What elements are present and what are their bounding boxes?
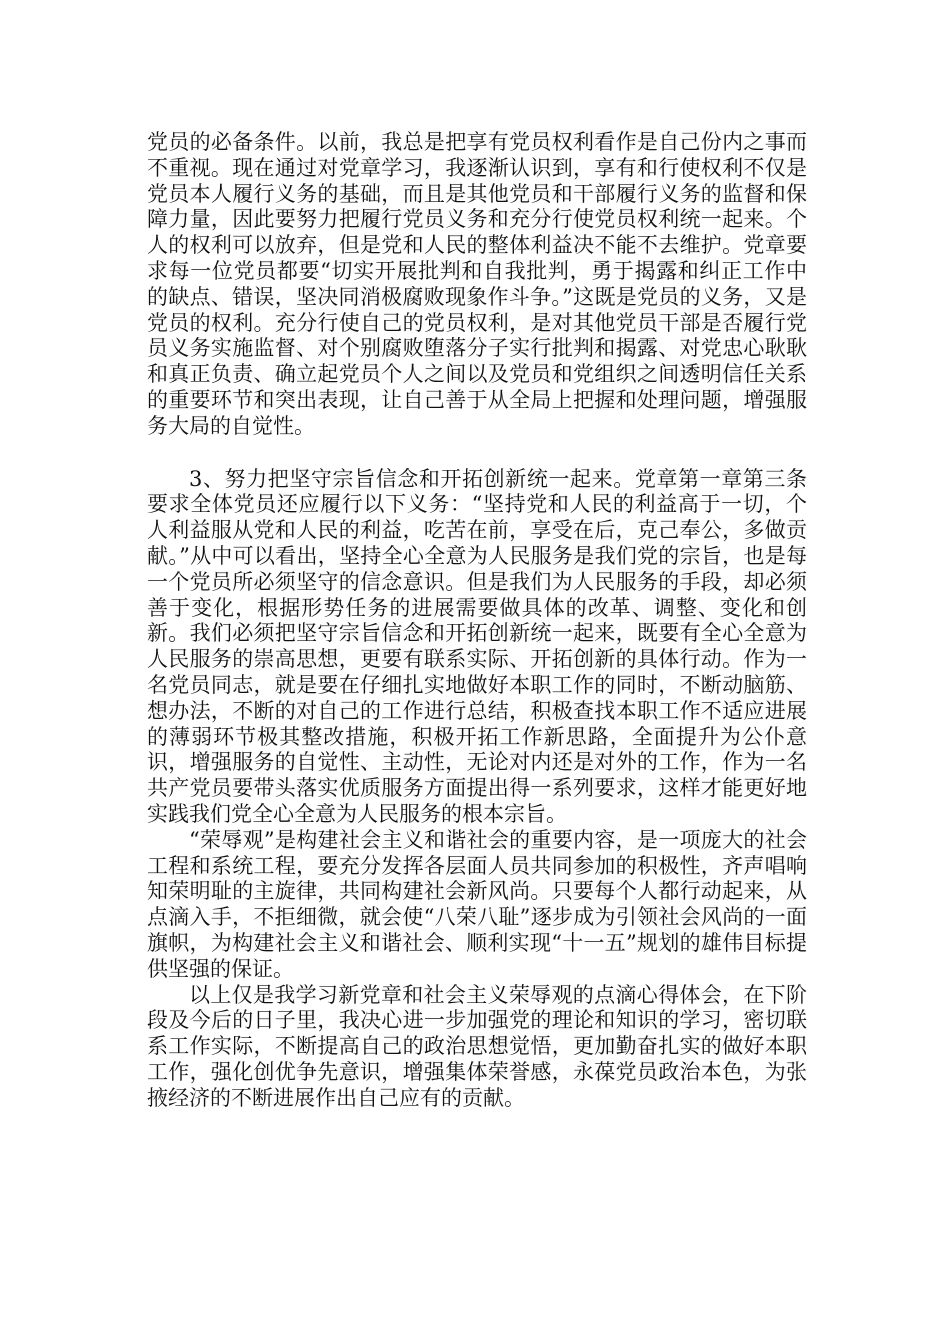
document-body xyxy=(147,130,807,1111)
paragraph-section-3: 3、努力把坚守宗旨信念和开拓创新统一起来。党章第一章第三条要求全体党员还应履行以下义务：“坚持党和人民的利益高于一切，个人利益服从党和人民的利益，吃苦在前，享受在后，克己奉公，多做贡献。”从中可以看出，坚持全心全意为人民服务是我们党的宗旨，也是每一个党员所必须坚守的信念意识。但是我们为人民服务的手段，却必须善于变化，根据形势任务的进展需要做具体的改革、调整、变化和创新。我们必须把坚守宗旨信念和开拓创新统一起来，既要有全心全意为人民服务的崇高思想，更要有联系实际、开拓创新的具体行动。作为一名党员同志，就是要在仔细扎实地做好本职工作的同时，不断动脑筋、想办法，不断的对自己的工作进行总结，积极查找本职工作不适应进展的薄弱环节极其整改措施，积极开拓工作新思路，全面提升为公仆意识，增强服务的自觉性、主动性，无论对内还是对外的工作，作为一名共产党员要带头落实优质服务方面提出得一系列要求，这样才能更好地实践我们党全心全意为人民服务的根本宗旨。 xyxy=(147,466,807,826)
paragraph-honor-disgrace: “荣辱观”是构建社会主义和谐社会的重要内容，是一项庞大的社会工程和系统工程，要充分发挥各层面人员共同参加的积极性，齐声唱响知荣明耻的主旋律，共同构建社会新风尚。只要每个人都行动起来，从点滴入手，不拒细微，就会使“八荣八耻”逐步成为引领社会风尚的一面旗帜，为构建社会主义和谐社会、顺利实现“十一五”规划的雄伟目标提供坚强的保证。 xyxy=(147,827,807,981)
paragraph-spacer xyxy=(147,440,807,467)
paragraph-party-rights: 党员的必备条件。以前，我总是把享有党员权利看作是自己份内之事而不重视。现在通过对党章学习，我逐渐认识到，享有和行使权利不仅是党员本人履行义务的基础，而且是其他党员和干部履行义务的监督和保障力量，因此要努力把履行党员义务和充分行使党员权利统一起来。个人的权利可以放弃，但是党和人民的整体利益决不能不去维护。党章要求每一位党员都要“切实开展批判和自我批判，勇于揭露和纠正工作中的缺点、错误，坚决同消极腐败现象作斗争。”这既是党员的义务，又是党员的权利。充分行使自己的党员权利，是对其他党员干部是否履行党员义务实施监督、对个别腐败堕落分子实行批判和揭露、对党忠心耿耿和真正负责、确立起党员个人之间以及党员和党组织之间透明信任关系的重要环节和突出表现，让自己善于从全局上把握和处理问题，增强服务大局的自觉性。 xyxy=(147,130,807,438)
paragraph-conclusion: 以上仅是我学习新党章和社会主义荣辱观的点滴心得体会，在下阶段及今后的日子里，我决心进一步加强党的理论和知识的学习，密切联系工作实际，不断提高自己的政治思想觉悟，更加勤奋扎实的做好本职工作，强化创优争先意识，增强集体荣誉感，永葆党员政治本色，为张掖经济的不断进展作出自己应有的贡献。 xyxy=(147,982,807,1110)
